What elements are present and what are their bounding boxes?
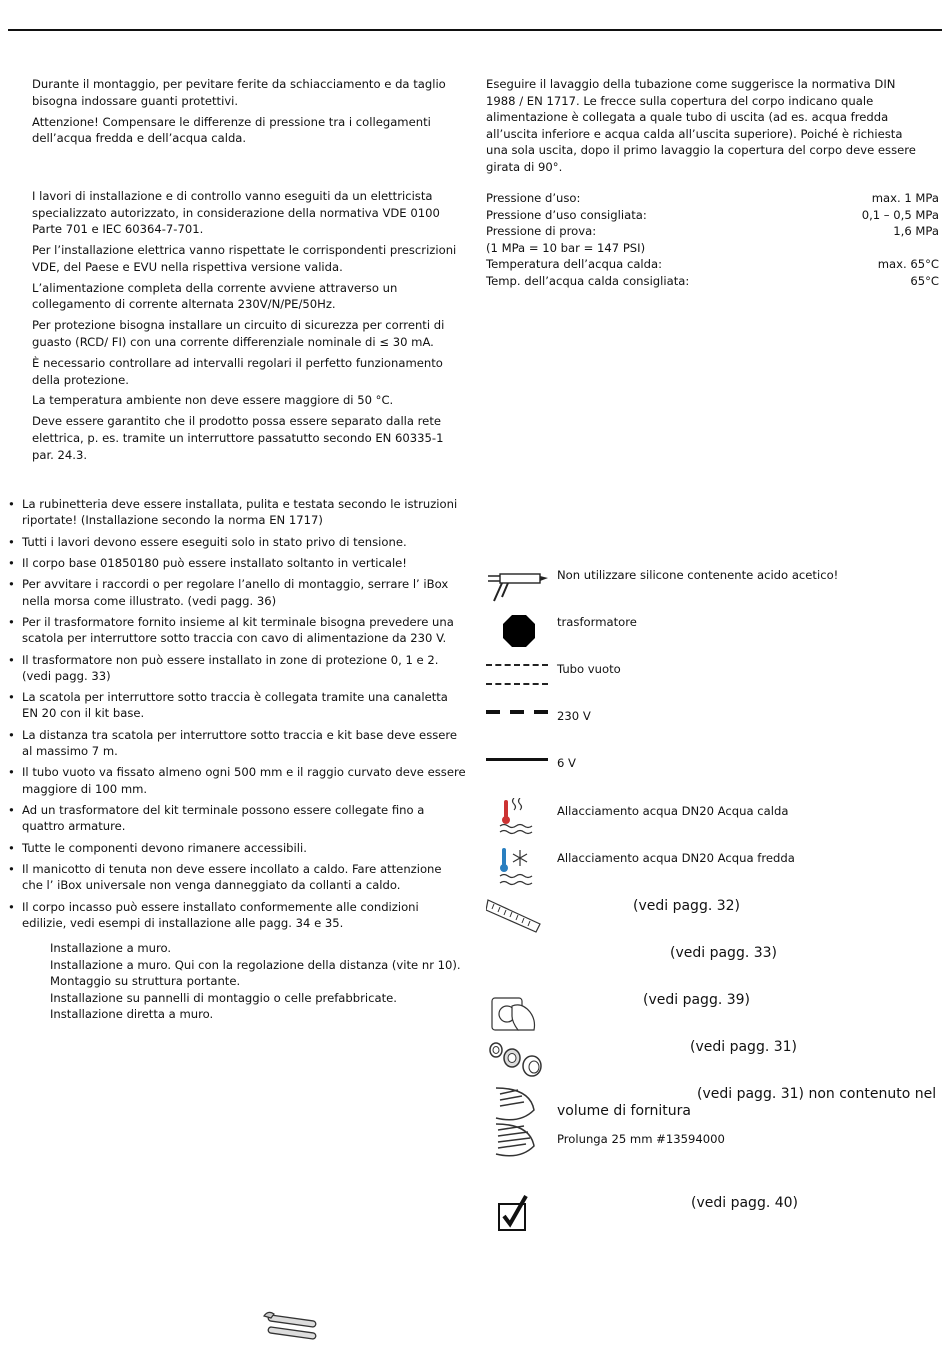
list-item: • La distanza tra scatola per interruttore sotto traccia e kit base deve essere al massimo 7 m. [8,727,466,759]
legend-ref-32: (vedi pagg. 32) [633,898,741,914]
list-item: • Tutti i lavori devono essere eseguiti solo in stato privo di tensione. [8,534,466,550]
legend-cold-water: Allacciamento acqua DN20 Acqua fredda [557,851,795,865]
top-rule [8,29,942,31]
example-item: Installazione a muro. Qui con la regolazione della distanza (vite nr 10). [50,957,461,972]
checkmark-icon [496,1194,532,1234]
electrical-note: Per protezione bisogna installare un circuito di sicurezza per correnti di guasto (RCD/ FI) con una corrente differenziale nominale di ≤ 30 mA. [32,318,445,349]
technical-data [486,190,939,290]
list-item: • La scatola per interruttore sotto traccia è collegata tramite una canaletta EN 20 con il kit base. [8,689,466,721]
legend-extension: Prolunga 25 mm #13594000 [557,1132,725,1146]
legend-6v: 6 V [557,756,576,770]
tech-label: Pressione di prova: [486,224,597,239]
tech-row [486,190,939,207]
transformer-icon [502,614,536,648]
electrical-note: La temperatura ambiente non deve essere maggiore di 50 °C. [32,393,394,408]
list-item: • La rubinetteria deve essere installata, pulita e testata secondo le istruzioni riportate! (Installazione secondo la norma EN 1717) [8,496,466,528]
cold-water-icon [496,846,536,890]
legend-ref-40: (vedi pagg. 40) [691,1195,799,1211]
tech-label: Pressione d’uso consigliata: [486,207,647,222]
safety-note: Attenzione! Compensare le differenze di pressione tra i collegamenti dell’acqua fredda e dell’acqua calda. [32,114,431,146]
tech-value: max. 65°C [877,257,939,272]
silicone-gun-icon [486,568,552,604]
legend-hot-water: Allacciamento acqua DN20 Acqua calda [557,804,789,818]
electrical-notes [32,188,467,468]
installation-bullets [8,496,466,936]
list-item: • Tutte le componenti devono rimanere accessibili. [8,840,466,856]
cable-6v-icon [486,758,548,761]
safety-note: Durante il montaggio, per pevitare ferite da schiacciamento e da taglio bisogna indossare guanti protettivi. [32,77,446,108]
tech-row [486,207,939,224]
list-item: • Il tubo vuoto va fissato almeno ogni 500 mm e il raggio curvato deve essere maggiore di 100 mm. [8,764,466,796]
legend-ref-33: (vedi pagg. 33) [670,945,778,961]
legend-not-included-note: volume di fornitura [557,1103,692,1119]
safety-notes [32,76,467,151]
conduit-line-icon [486,683,548,685]
tech-value: 1,6 MPa [893,224,939,239]
legend-ref-31-not-included: (vedi pagg. 31) non contenuto nel [697,1086,937,1102]
legend-conduit: Tubo vuoto [557,662,621,676]
list-item: • Ad un trasformatore del kit terminale possono essere collegate fino a quattro armature. [8,802,466,834]
tech-label: Temp. dell’acqua calda consigliata: [486,273,690,288]
electrical-note: L’alimentazione completa della corrente avviene attraverso un collegamento di corrente alternata 230V/N/PE/50Hz. [32,280,398,312]
legend-silicone: Non utilizzare silicone contenente acido acetico! [557,568,839,582]
list-item: • Il trasformatore non può essere installato in zone di protezione 0, 1 e 2. (vedi pagg. 33) [8,652,466,684]
list-item: • Per il trasformatore fornito insieme al kit terminale bisogna prevedere una scatola per interruttore sotto traccia con cavo di alimentazione da 230 V. [8,614,466,646]
example-item: Montaggio su struttura portante. [50,974,241,989]
tech-row [486,223,939,240]
tech-row [486,256,939,273]
fittings-icon [488,1038,544,1078]
tech-row [486,240,939,257]
legend-ref-39: (vedi pagg. 39) [643,992,751,1008]
list-item: • Il corpo base 01850180 può essere installato soltanto in verticale! [8,555,466,571]
example-item: Installazione diretta a muro. [50,1007,214,1022]
installation-examples [50,940,470,1023]
tech-value: 0,1 – 0,5 MPa [861,207,939,222]
hot-water-icon [496,798,536,838]
example-item: Installazione su pannelli di montaggio o celle prefabbricate. [50,990,397,1005]
tech-value: 65°C [910,273,939,288]
tech-row [486,273,939,290]
tech-label: (1 MPa = 10 bar = 147 PSI) [486,240,646,255]
electrical-note: Per l’installazione elettrica vanno rispettate le corrispondenti prescrizioni VDE, del Paese e EVU nella rispettiva versione valida. [32,243,457,274]
electrical-note: I lavori di installazione e di controllo vanno eseguiti da un elettricista specializzato autorizzato, in considerazione della normativa VDE 0100 Parte 701 e IEC 60364-7-701. [32,189,440,237]
legend-transformer: trasformatore [557,615,637,629]
example-item: Installazione a muro. [50,941,172,955]
tech-value: max. 1 MPa [871,191,939,205]
tech-label: Pressione d’uso: [486,191,581,205]
legend-230v: 230 V [557,709,591,723]
extension-part-icon [490,1084,540,1122]
tech-label: Temperatura dell’acqua calda: [486,257,663,272]
wrench-icon [262,1308,320,1348]
ruler-icon [486,898,542,938]
list-item: • Per avvitare i raccordi o per regolare l’anello di montaggio, serrare l’ iBox nella morsa come illustrato. (vedi pagg. 36) [8,576,466,608]
extension-icon [490,1120,540,1158]
list-item: • Il corpo incasso può essere installato conformemente alle condizioni edilizie, vedi esempi di installazione alle pagg. 34 e 35. [8,899,466,931]
legend-ref-31: (vedi pagg. 31) [690,1039,798,1055]
list-item: • Il manicotto di tenuta non deve essere incollato a caldo. Fare attenzione che l’ iBox universale non venga danneggiato da collanti a caldo. [8,861,466,893]
hand-tool-icon [490,990,540,1032]
electrical-note: È necessario controllare ad intervalli regolari il perfetto funzionamento della protezione. [32,355,443,387]
cable-230v-icon [486,709,550,715]
electrical-note: Deve essere garantito che il prodotto possa essere separato dalla rete elettrica, p. es. tramite un interruttore passatutto secondo EN 60335-1 par. 24.3. [32,414,444,462]
conduit-line-icon [486,664,548,666]
flushing-text: Eseguire il lavaggio della tubazione come suggerisce la normativa DIN 1988 / EN 1717. Le frecce sulla copertura del corpo indicano quale alimentazione è collegata a quale tubo di uscita (ad es. acqua fredda all’uscita inferiore e acqua calda all’uscita superiore). Poiché è richiesta una sola uscita, dopo il primo lavaggio la copertura del corpo deve essere girata di 90°. [486,77,916,174]
